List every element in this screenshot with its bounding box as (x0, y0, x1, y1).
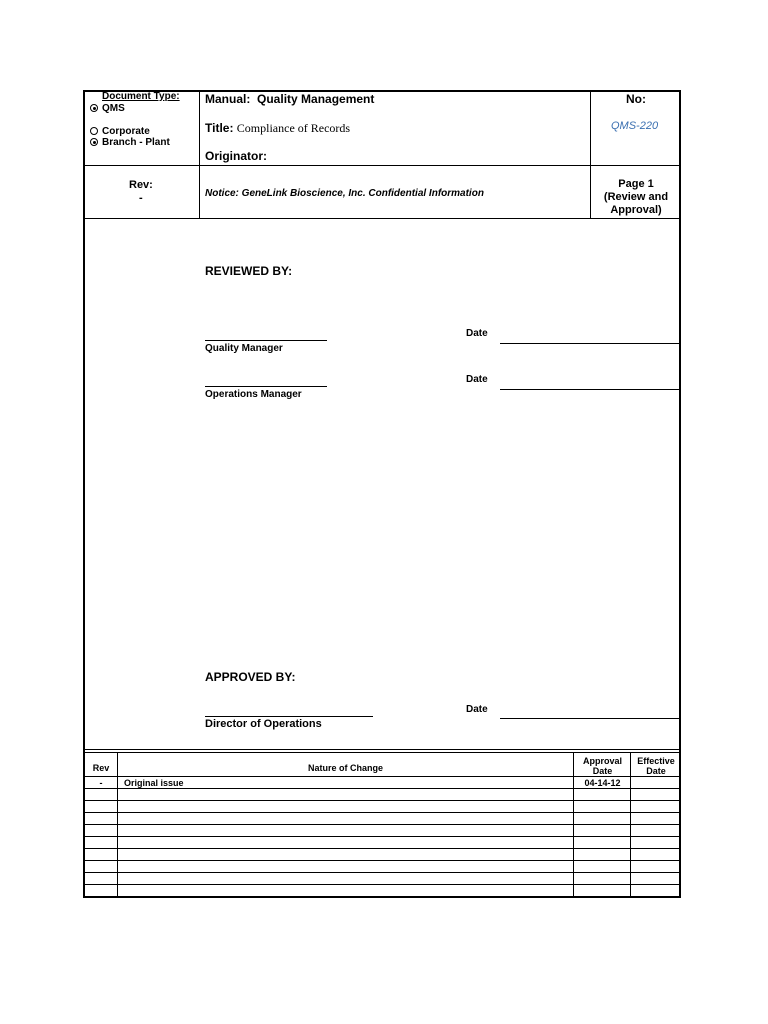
rev-value: - (139, 192, 143, 204)
revision-header-bottom (84, 776, 680, 777)
doc-type-branch-plant[interactable]: Branch - Plant (90, 137, 170, 148)
doc-type-qms[interactable]: QMS (90, 103, 125, 114)
revision-header-nature: Nature of Change (307, 763, 383, 773)
page-note-2: Approval) (610, 204, 662, 216)
radio-branch-plant-icon[interactable] (90, 138, 98, 146)
revision-row-divider (84, 884, 680, 885)
doc-number: QMS-220 (611, 120, 659, 132)
revision-table-top-2 (84, 752, 680, 753)
revision-row-divider (84, 788, 680, 789)
operations-manager-signature-line[interactable] (205, 386, 327, 387)
quality-manager-date-label: Date (466, 328, 488, 339)
header-divider-right (590, 91, 591, 218)
page-note-1: (Review and (603, 191, 669, 203)
notice-text: Notice: GeneLink Bioscience, Inc. Confidential Information (205, 188, 484, 199)
header-bottom-divider (84, 218, 680, 219)
manual-line: Manual: Quality Management (205, 92, 375, 106)
director-date-line[interactable] (500, 718, 681, 719)
revision-cell-approval: 04-14-12 (584, 778, 621, 788)
radio-corporate-icon[interactable] (90, 127, 98, 135)
revision-row-divider (84, 824, 680, 825)
operations-manager-date-label: Date (466, 374, 488, 385)
revision-cell-nature: Original issue (124, 778, 184, 788)
revision-row-divider (84, 800, 680, 801)
quality-manager-signature-line[interactable] (205, 340, 327, 341)
page-number: Page 1 (618, 178, 654, 190)
doc-type-label: Document Type: (102, 91, 180, 102)
revision-row-divider (84, 896, 680, 897)
director-signature-line[interactable] (205, 716, 373, 717)
revision-row-divider (84, 848, 680, 849)
revision-row-divider (84, 812, 680, 813)
rev-label: Rev: (129, 179, 153, 191)
doc-type-corporate[interactable]: Corporate (90, 126, 150, 137)
revision-header-rev: Rev (92, 763, 110, 773)
no-label: No: (626, 92, 646, 106)
operations-manager-date-line[interactable] (500, 389, 681, 390)
revision-row-divider (84, 872, 680, 873)
reviewed-heading: REVIEWED BY: (205, 264, 293, 278)
title-line: Title: Compliance of Records (205, 121, 351, 135)
director-date-label: Date (466, 704, 488, 715)
revision-row-divider (84, 836, 680, 837)
revision-header-approval: Approval Date (582, 756, 622, 776)
quality-manager-label: Quality Manager (205, 343, 283, 354)
originator-label: Originator: (205, 149, 267, 163)
approved-heading: APPROVED BY: (205, 670, 296, 684)
revision-row-divider (84, 860, 680, 861)
revision-header-effective: Effective Date (637, 756, 675, 776)
header-row-divider (84, 165, 680, 166)
quality-manager-date-line[interactable] (500, 343, 681, 344)
page-info (592, 178, 680, 217)
revision-table-top-1 (84, 749, 680, 750)
director-label: Director of Operations (205, 718, 322, 730)
revision-cell-rev: - (99, 778, 103, 788)
operations-manager-label: Operations Manager (205, 389, 302, 400)
radio-qms-icon[interactable] (90, 104, 98, 112)
header-divider-left (199, 91, 200, 218)
